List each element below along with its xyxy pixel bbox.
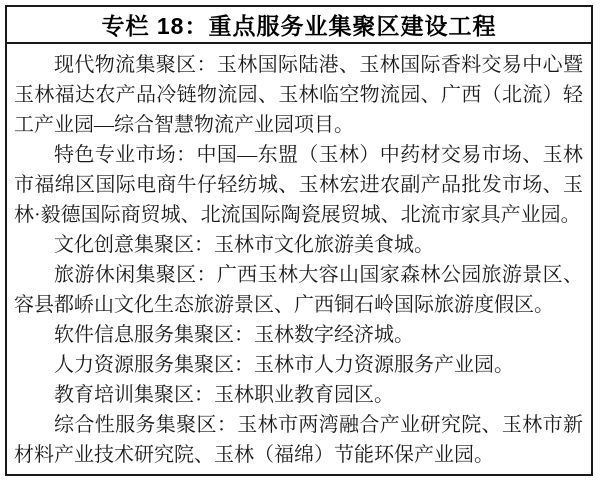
paragraph-special-markets: 特色专业市场：中国—东盟（玉林）中药材交易市场、玉林市福绵区国际电商牛仔轻纺城、玉林宏进农副产品批发市场、玉林·毅德国际商贸城、北流国际陶瓷展贸城、北流市家具产业园。 [14, 144, 583, 226]
paragraph-cultural-creative: 文化创意集聚区：玉林市文化旅游美食城。 [54, 234, 434, 256]
paragraph-human-resources: 人力资源服务集聚区：玉林市人力资源服务产业园。 [54, 354, 514, 376]
paragraph-software-info: 软件信息服务集聚区：玉林数字经济城。 [54, 324, 414, 346]
feature-box-title-row [7, 7, 591, 44]
paragraph-comprehensive-services: 综合性服务集聚区：玉林市两湾融合产业研究院、玉林市新材料产业技术研究院、玉林（福绵）节能环保产业园。 [14, 414, 583, 466]
feature-box-title: 专栏 18：重点服务业集聚区建设工程 [101, 13, 497, 39]
feature-box-body [7, 44, 591, 470]
paragraph-modern-logistics: 现代物流集聚区：玉林国际陆港、玉林国际香料交易中心暨玉林福达农产品冷链物流园、玉林临空物流园、广西（北流）轻工产业园—综合智慧物流产业园项目。 [14, 54, 583, 136]
paragraph-education-training: 教育培训集聚区：玉林职业教育园区。 [54, 384, 394, 406]
paragraph-tourism-leisure: 旅游休闲集聚区：广西玉林大容山国家森林公园旅游景区、容县都峤山文化生态旅游景区、广西铜石岭国际旅游度假区。 [14, 264, 583, 316]
feature-box [5, 5, 593, 476]
